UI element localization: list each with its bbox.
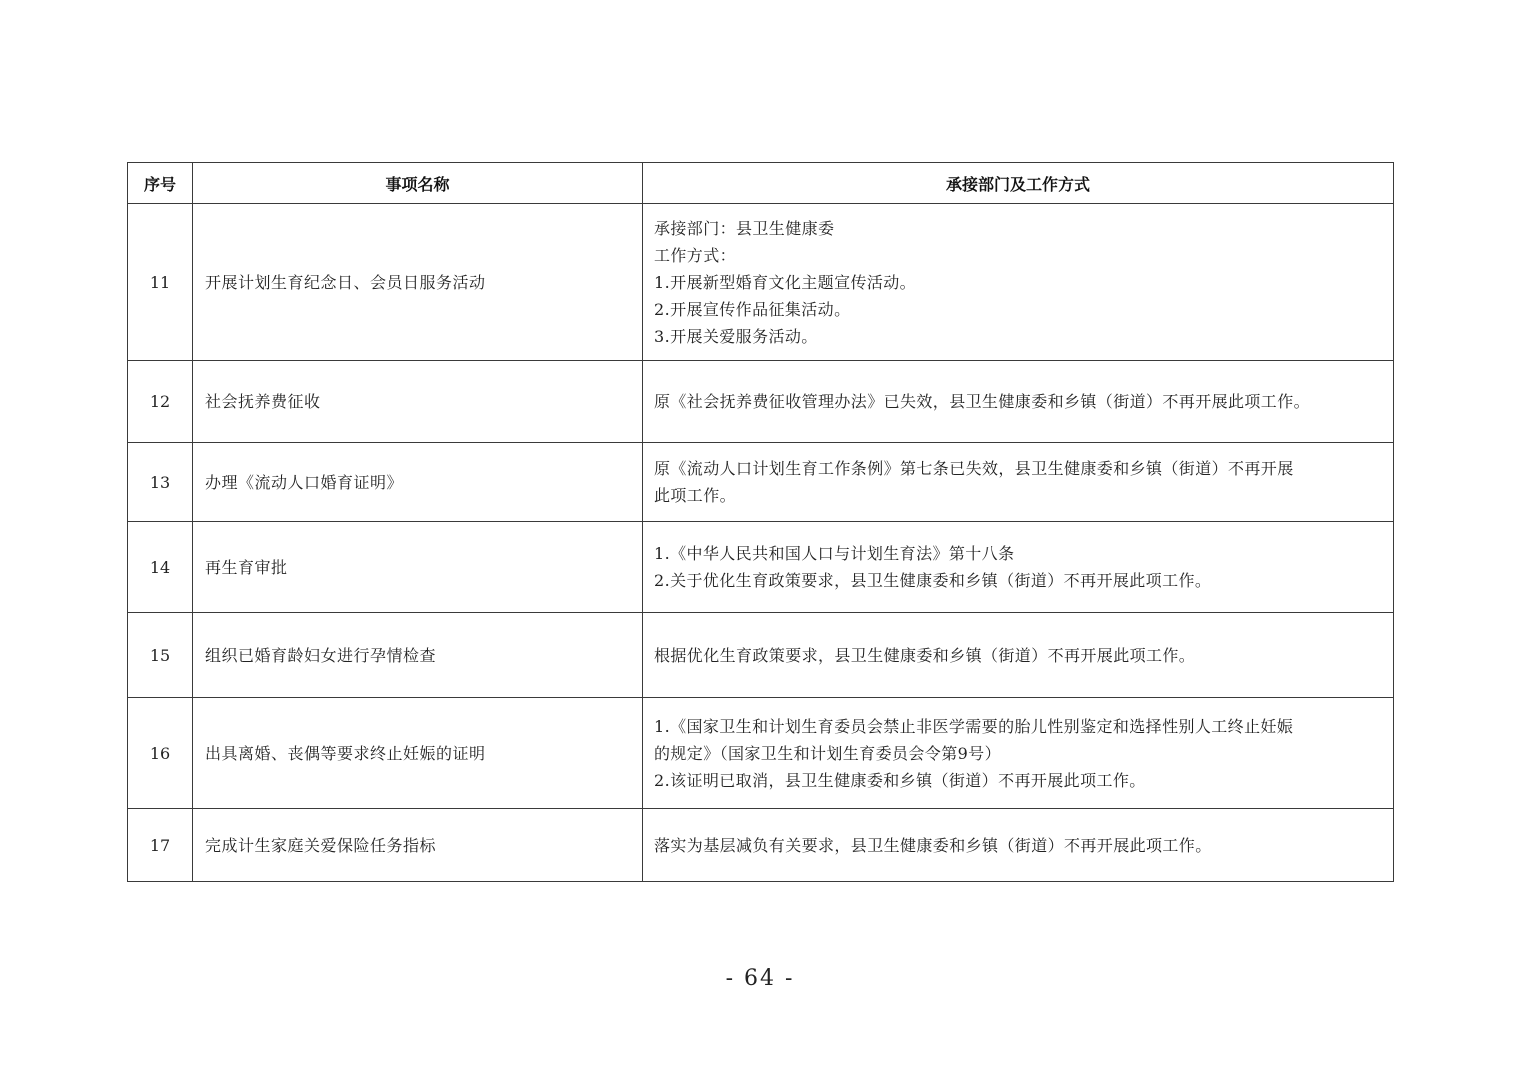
header-seq: 序号	[128, 163, 193, 204]
dept-line: 此项工作。	[654, 486, 737, 505]
row-item-name: 开展计划生育纪念日、会员日服务活动	[193, 204, 643, 361]
table-row	[128, 522, 1394, 613]
row-dept-method	[643, 522, 1394, 613]
table-row	[128, 361, 1394, 443]
table-row	[128, 698, 1394, 809]
row-dept-method	[643, 204, 1394, 361]
row-item-name: 完成计生家庭关爱保险任务指标	[193, 809, 643, 882]
row-item-name: 办理《流动人口婚育证明》	[193, 443, 643, 522]
page-number: - 64 -	[725, 966, 795, 991]
row-dept-method	[643, 361, 1394, 443]
row-item-name: 再生育审批	[193, 522, 643, 613]
row-item-name: 出具离婚、丧偶等要求终止妊娠的证明	[193, 698, 643, 809]
row-seq: 14	[128, 522, 193, 613]
dept-line: 1.《中华人民共和国人口与计划生育法》第十八条	[654, 544, 1015, 563]
row-dept-method	[643, 443, 1394, 522]
dept-line: 工作方式：	[654, 245, 737, 265]
table-row	[128, 809, 1394, 882]
row-seq: 15	[128, 613, 193, 698]
item-table	[127, 162, 1394, 882]
row-seq: 11	[128, 204, 193, 361]
dept-line: 2.关于优化生育政策要求，县卫生健康委和乡镇（街道）不再开展此项工作。	[654, 571, 1212, 590]
row-seq: 16	[128, 698, 193, 809]
header-item-name: 事项名称	[193, 163, 643, 204]
row-dept-method	[643, 809, 1394, 882]
row-item-name: 社会抚养费征收	[193, 361, 643, 443]
dept-line: 根据优化生育政策要求，县卫生健康委和乡镇（街道）不再开展此项工作。	[654, 645, 1196, 665]
row-dept-method	[643, 698, 1394, 809]
table-row	[128, 613, 1394, 698]
table-row	[128, 443, 1394, 522]
dept-line: 1.开展新型婚育文化主题宣传活动。	[654, 272, 917, 292]
dept-line: 的规定》（国家卫生和计划生育委员会令第9号）	[654, 743, 1001, 763]
dept-line: 原《社会抚养费征收管理办法》已失效，县卫生健康委和乡镇（街道）不再开展此项工作。	[654, 392, 1311, 411]
table-row	[128, 204, 1394, 361]
dept-line: 3.开展关爱服务活动。	[654, 326, 818, 346]
dept-line: 原《流动人口计划生育工作条例》第七条已失效，县卫生健康委和乡镇（街道）不再开展	[654, 459, 1294, 478]
dept-line: 2.该证明已取消，县卫生健康委和乡镇（街道）不再开展此项工作。	[654, 770, 1146, 790]
row-seq: 13	[128, 443, 193, 522]
row-dept-method	[643, 613, 1394, 698]
dept-line: 1.《国家卫生和计划生育委员会禁止非医学需要的胎儿性别鉴定和选择性别人工终止妊娠	[654, 716, 1294, 736]
row-item-name: 组织已婚育龄妇女进行孕情检查	[193, 613, 643, 698]
dept-line: 2.开展宣传作品征集活动。	[654, 299, 851, 319]
row-seq: 12	[128, 361, 193, 443]
dept-line: 承接部门：县卫生健康委	[654, 218, 835, 238]
row-seq: 17	[128, 809, 193, 882]
header-dept-method: 承接部门及工作方式	[643, 163, 1394, 204]
dept-line: 落实为基层减负有关要求，县卫生健康委和乡镇（街道）不再开展此项工作。	[654, 835, 1212, 855]
table-header-row	[128, 163, 1394, 204]
